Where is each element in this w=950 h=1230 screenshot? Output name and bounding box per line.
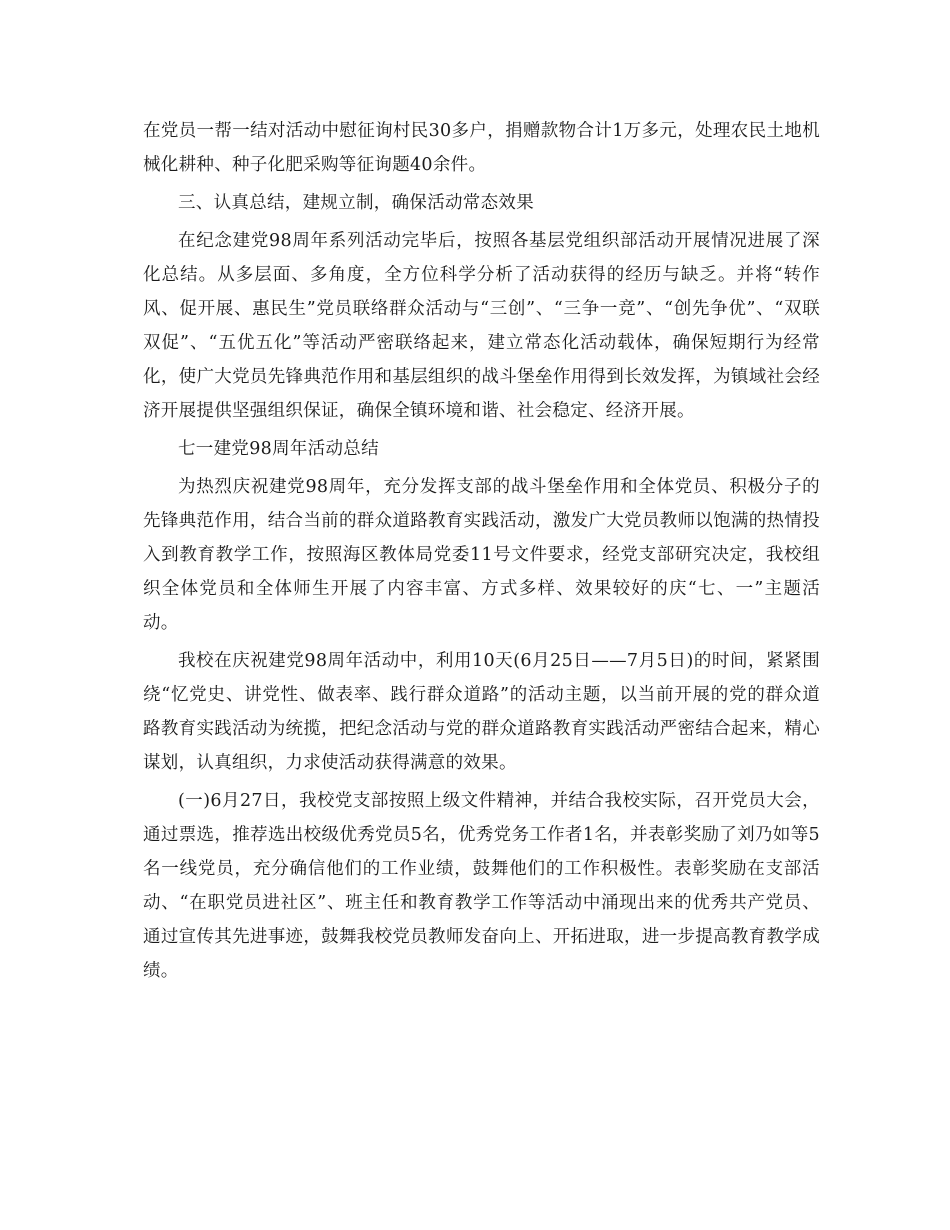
paragraph-2: 在纪念建党98周年系列活动完毕后，按照各基层党组织部活动开展情况进展了深化总结。从多层面、多角度，全方位科学分析了活动获得的经历与缺乏。并将“转作风、促开展、惠民生”党员联络群众活动与“三创”、“三争一竞”、“创先争优”、“双联双促”、“五优五化”等活动严密联络起来，建立常态化活动载体，确保短期行为经常化，使广大党员先锋典范作用和基层组织的战斗堡垒作用得到长效发挥，为镇域社会经济开展提供坚强组织保证，确保全镇环境和谐、社会稳定、经济开展。 [143,231,820,421]
paragraph-4: 我校在庆祝建党98周年活动中，利用10天(6月25日——7月5日)的时间，紧紧围绕“忆党史、讲党性、做表率、践行群众道路”的活动主题，以当前开展的党的群众道路教育实践活动为统揽，把纪念活动与党的群众道路教育实践活动严密结合起来，精心谋划，认真组织，力求使活动获得满意的效果。 [143,651,820,773]
paragraph-3: 为热烈庆祝建党98周年，充分发挥支部的战斗堡垒作用和全体党员、积极分子的先锋典范作用，结合当前的群众道路教育实践活动，激发广大党员教师以饱满的热情投入到教育教学工作，按照海区教体局党委11号文件要求，经党支部研究决定，我校组织全体党员和全体师生开展了内容丰富、方式多样、效果较好的庆“七、一”主题活动。 [143,477,820,633]
article-title: 七一建党98周年活动总结 [178,439,379,459]
document-body [143,114,820,988]
paragraph-1: 在党员一帮一结对活动中慰征询村民30多户，捐赠款物合计1万多元，处理农民土地机械化耕种、种子化肥采购等征询题40余件。 [143,121,820,175]
section-heading-3: 三、认真总结，建规立制，确保活动常态效果 [178,193,534,213]
paragraph-5: (一)6月27日，我校党支部按照上级文件精神，并结合我校实际，召开党员大会，通过票选，推荐选出校级优秀党员5名，优秀党务工作者1名，并表彰奖励了刘乃如等5名一线党员，充分确信他们的工作业绩，鼓舞他们的工作积极性。表彰奖励在支部活动、“在职党员进社区”、班主任和教育教学工作等活动中涌现出来的优秀共产党员、通过宣传其先进事迹，鼓舞我校党员教师发奋向上、开拓进取，进一步提高教育教学成绩。 [143,791,820,981]
